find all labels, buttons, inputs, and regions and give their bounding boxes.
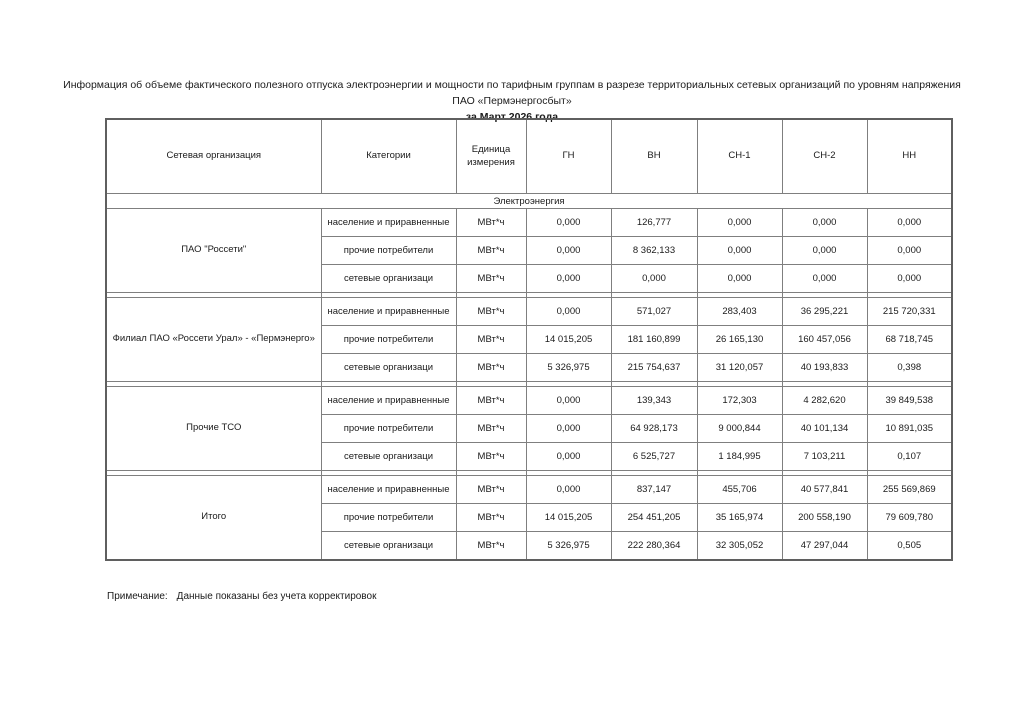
value-cell: 64 928,173 bbox=[611, 415, 697, 443]
unit-cell: МВт*ч bbox=[456, 415, 526, 443]
value-cell: 39 849,538 bbox=[867, 387, 952, 415]
report-table bbox=[105, 118, 953, 561]
value-cell: 14 015,205 bbox=[526, 326, 611, 354]
unit-cell: МВт*ч bbox=[456, 209, 526, 237]
value-cell: 200 558,190 bbox=[782, 504, 867, 532]
value-cell: 0,000 bbox=[697, 265, 782, 293]
value-cell: 571,027 bbox=[611, 298, 697, 326]
header-row bbox=[106, 119, 952, 194]
value-cell: 0,000 bbox=[697, 209, 782, 237]
value-cell: 255 569,869 bbox=[867, 476, 952, 504]
value-cell: 0,000 bbox=[867, 237, 952, 265]
value-cell: 0,000 bbox=[611, 265, 697, 293]
value-cell: 0,000 bbox=[782, 237, 867, 265]
value-cell: 455,706 bbox=[697, 476, 782, 504]
value-cell: 222 280,364 bbox=[611, 532, 697, 561]
unit-cell: МВт*ч bbox=[456, 298, 526, 326]
category-cell: прочие потребители bbox=[321, 415, 456, 443]
category-cell: население и приравненные bbox=[321, 209, 456, 237]
column-header-vn: ВН bbox=[611, 119, 697, 194]
value-cell: 181 160,899 bbox=[611, 326, 697, 354]
value-cell: 0,000 bbox=[867, 265, 952, 293]
value-cell: 0,000 bbox=[867, 209, 952, 237]
unit-cell: МВт*ч bbox=[456, 476, 526, 504]
value-cell: 6 525,727 bbox=[611, 443, 697, 471]
value-cell: 14 015,205 bbox=[526, 504, 611, 532]
column-header-org: Сетевая организация bbox=[106, 119, 321, 194]
category-cell: сетевые организаци bbox=[321, 265, 456, 293]
report-title-line2: за Март 2026 года bbox=[465, 110, 559, 123]
note-text: Данные показаны без учета корректировок bbox=[176, 591, 377, 602]
value-cell: 35 165,974 bbox=[697, 504, 782, 532]
category-cell: прочие потребители bbox=[321, 326, 456, 354]
value-cell: 0,000 bbox=[526, 209, 611, 237]
value-cell: 32 305,052 bbox=[697, 532, 782, 561]
unit-cell: МВт*ч bbox=[456, 326, 526, 354]
table-row bbox=[106, 387, 952, 415]
org-cell: ПАО "Россети" bbox=[106, 209, 321, 293]
value-cell: 0,000 bbox=[782, 265, 867, 293]
table-row bbox=[106, 298, 952, 326]
value-cell: 139,343 bbox=[611, 387, 697, 415]
column-header-sn2: СН-2 bbox=[782, 119, 867, 194]
value-cell: 26 165,130 bbox=[697, 326, 782, 354]
value-cell: 79 609,780 bbox=[867, 504, 952, 532]
unit-cell: МВт*ч bbox=[456, 504, 526, 532]
value-cell: 215 720,331 bbox=[867, 298, 952, 326]
column-header-unit: Единица измерения bbox=[456, 119, 526, 194]
category-cell: население и приравненные bbox=[321, 298, 456, 326]
value-cell: 0,000 bbox=[526, 443, 611, 471]
value-cell: 0,000 bbox=[526, 387, 611, 415]
value-cell: 40 101,134 bbox=[782, 415, 867, 443]
value-cell: 1 184,995 bbox=[697, 443, 782, 471]
value-cell: 0,000 bbox=[526, 265, 611, 293]
unit-cell: МВт*ч bbox=[456, 443, 526, 471]
category-cell: прочие потребители bbox=[321, 237, 456, 265]
value-cell: 254 451,205 bbox=[611, 504, 697, 532]
category-cell: сетевые организаци bbox=[321, 443, 456, 471]
value-cell: 837,147 bbox=[611, 476, 697, 504]
note-label: Примечание: bbox=[107, 591, 168, 602]
value-cell: 36 295,221 bbox=[782, 298, 867, 326]
value-cell: 160 457,056 bbox=[782, 326, 867, 354]
value-cell: 10 891,035 bbox=[867, 415, 952, 443]
value-cell: 4 282,620 bbox=[782, 387, 867, 415]
value-cell: 126,777 bbox=[611, 209, 697, 237]
value-cell: 215 754,637 bbox=[611, 354, 697, 382]
table-row bbox=[106, 476, 952, 504]
org-cell: Итого bbox=[106, 476, 321, 561]
value-cell: 40 193,833 bbox=[782, 354, 867, 382]
value-cell: 0,000 bbox=[782, 209, 867, 237]
unit-cell: МВт*ч bbox=[456, 354, 526, 382]
value-cell: 40 577,841 bbox=[782, 476, 867, 504]
value-cell: 8 362,133 bbox=[611, 237, 697, 265]
unit-cell: МВт*ч bbox=[456, 387, 526, 415]
category-cell: население и приравненные bbox=[321, 476, 456, 504]
value-cell: 0,398 bbox=[867, 354, 952, 382]
value-cell: 0,000 bbox=[526, 237, 611, 265]
category-cell: сетевые организаци bbox=[321, 354, 456, 382]
unit-cell: МВт*ч bbox=[456, 237, 526, 265]
footnote bbox=[107, 591, 376, 602]
value-cell: 0,000 bbox=[526, 476, 611, 504]
column-header-sn1: СН-1 bbox=[697, 119, 782, 194]
section-band-row bbox=[106, 194, 952, 209]
report-title-line1: Информация об объеме фактического полезного отпуска электроэнергии и мощности по тарифным группам в разрезе территориальных сетевых организаций по уровням напряжения ПАО «Пермэнергосбыт» bbox=[63, 79, 961, 107]
value-cell: 68 718,745 bbox=[867, 326, 952, 354]
value-cell: 172,303 bbox=[697, 387, 782, 415]
category-cell: прочие потребители bbox=[321, 504, 456, 532]
column-header-category: Категории bbox=[321, 119, 456, 194]
category-cell: сетевые организаци bbox=[321, 532, 456, 561]
value-cell: 9 000,844 bbox=[697, 415, 782, 443]
column-header-nn: НН bbox=[867, 119, 952, 194]
category-cell: население и приравненные bbox=[321, 387, 456, 415]
unit-cell: МВт*ч bbox=[456, 532, 526, 561]
org-cell: Прочие ТСО bbox=[106, 387, 321, 471]
org-cell: Филиал ПАО «Россети Урал» - «Пермэнерго» bbox=[106, 298, 321, 382]
value-cell: 7 103,211 bbox=[782, 443, 867, 471]
column-header-gn: ГН bbox=[526, 119, 611, 194]
table-row bbox=[106, 209, 952, 237]
value-cell: 0,000 bbox=[526, 415, 611, 443]
unit-cell: МВт*ч bbox=[456, 265, 526, 293]
value-cell: 0,505 bbox=[867, 532, 952, 561]
section-band: Электроэнергия bbox=[106, 194, 952, 209]
value-cell: 0,000 bbox=[697, 237, 782, 265]
value-cell: 0,000 bbox=[526, 298, 611, 326]
value-cell: 5 326,975 bbox=[526, 354, 611, 382]
value-cell: 47 297,044 bbox=[782, 532, 867, 561]
value-cell: 5 326,975 bbox=[526, 532, 611, 561]
value-cell: 0,107 bbox=[867, 443, 952, 471]
value-cell: 283,403 bbox=[697, 298, 782, 326]
value-cell: 31 120,057 bbox=[697, 354, 782, 382]
